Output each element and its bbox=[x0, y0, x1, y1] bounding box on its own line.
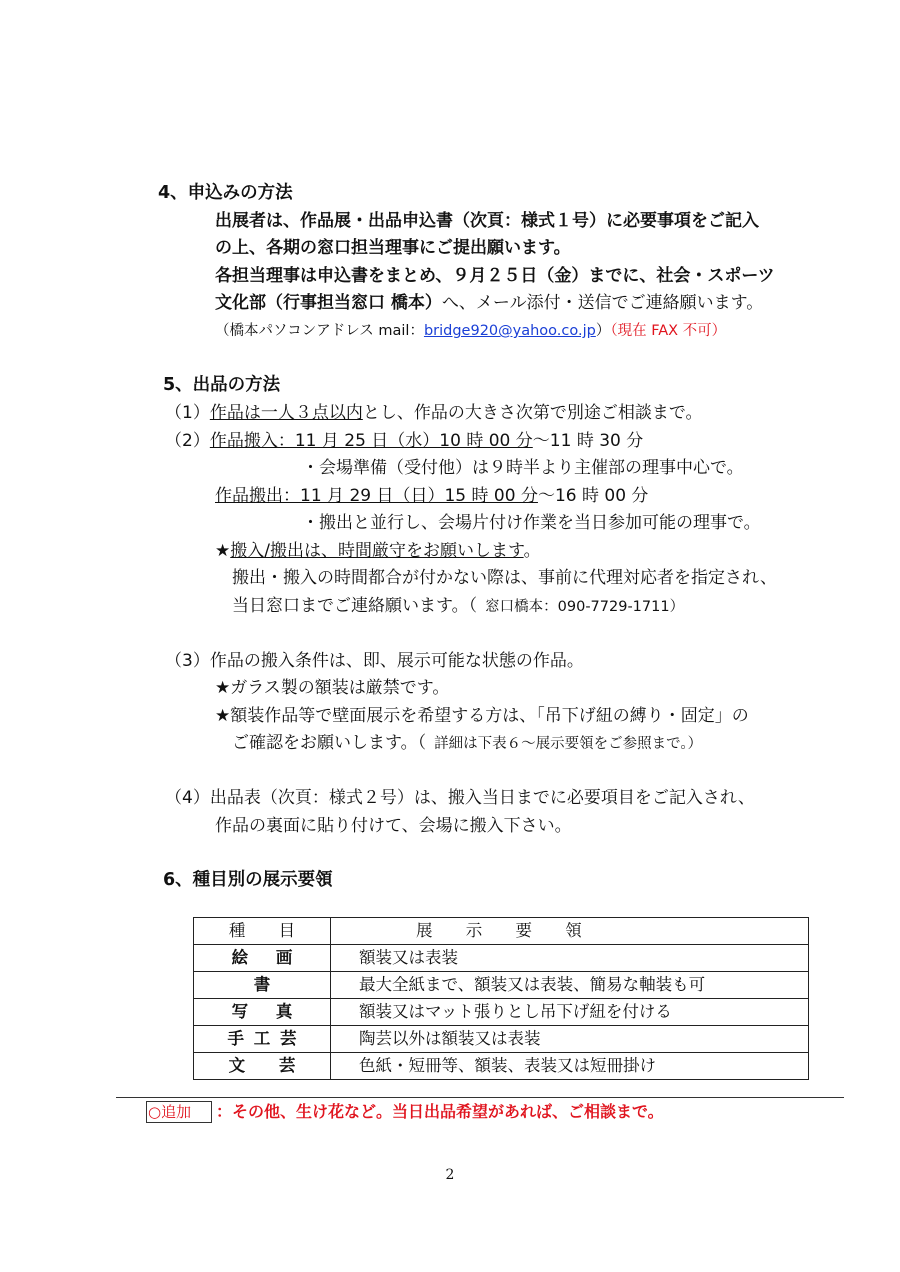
table-row bbox=[194, 972, 809, 999]
punctuality-end: 。 bbox=[523, 541, 541, 561]
table-header-row bbox=[194, 918, 809, 945]
item-2-number: （2） bbox=[165, 431, 210, 451]
email-link[interactable]: bridge920@yahoo.co.jp bbox=[423, 323, 596, 339]
category-cell: 手 工 芸 bbox=[194, 1026, 331, 1053]
section-4-line-1: 出展者は、作品展・出品申込書（次頁：様式１号）に必要事項をご記入 bbox=[215, 211, 759, 231]
proxy-note-line-2 bbox=[232, 595, 684, 618]
mail-prefix: （橋本パソコンアドレス mail： bbox=[215, 323, 424, 339]
carry-in-time: 作品搬入：11 月 25 日（水）10 時 00 分 bbox=[209, 431, 533, 451]
item-1 bbox=[165, 402, 703, 424]
punctuality-text: 搬入/搬出は、時間厳守をお願いします bbox=[230, 541, 524, 561]
table-row bbox=[194, 945, 809, 972]
contact-phone: 窓口橋本：090-7729-1711） bbox=[485, 599, 685, 615]
item-2-carry-in bbox=[165, 430, 643, 452]
wall-display-note-1: ★額装作品等で壁面展示を希望する方は、「吊下げ紐の縛り・固定」の bbox=[215, 706, 749, 726]
punctuality-note bbox=[215, 540, 541, 562]
item-3: （3）作品の搬入条件は、即、展示可能な状態の作品。 bbox=[165, 651, 584, 671]
proxy-note-text: 当日窓口までご連絡願います。（ bbox=[232, 596, 478, 616]
addition-note: ：その他、生け花など。当日出品希望があれば、ご相談まで。 bbox=[216, 1102, 664, 1121]
table-row bbox=[194, 1053, 809, 1080]
carry-in-note: ・会場準備（受付他）は９時半より主催部の理事中心で。 bbox=[302, 458, 744, 478]
table-row bbox=[194, 1026, 809, 1053]
display-requirements-table bbox=[193, 917, 809, 1080]
section-4-line-2: の上、各期の窓口担当理事にご提出願います。 bbox=[215, 238, 571, 258]
section-4-mail-line bbox=[215, 320, 726, 342]
wall-display-ref: 詳細は下表６～展示要領をご参照まで。） bbox=[434, 736, 703, 752]
divider-line bbox=[116, 1097, 844, 1098]
category-cell: 絵 画 bbox=[194, 945, 331, 972]
item-4-line-2: 作品の裏面に貼り付けて、会場に搬入下さい。 bbox=[215, 816, 572, 836]
category-cell: 写 真 bbox=[194, 999, 331, 1026]
wall-display-note-2 bbox=[232, 732, 702, 755]
contact-dept: 文化部（行事担当窓口 橋本） bbox=[215, 293, 442, 313]
item-1-number: （1） bbox=[165, 403, 210, 423]
category-cell: 書 bbox=[194, 972, 331, 999]
carry-out-time: 作品搬出：11 月 29 日（日）15 時 00 分 bbox=[215, 486, 538, 506]
category-cell: 文 芸 bbox=[194, 1053, 331, 1080]
star-mark: ★ bbox=[215, 541, 231, 561]
item-4-line-1: （4）出品表（次頁：様式２号）は、搬入当日までに必要項目をご記入され、 bbox=[165, 788, 755, 808]
header-category: 種 目 bbox=[194, 918, 331, 945]
table-row bbox=[194, 999, 809, 1026]
carry-out-end: ～16 時 00 分 bbox=[537, 486, 649, 506]
section-4-line-4 bbox=[215, 292, 763, 314]
mail-suffix: ） bbox=[595, 323, 611, 339]
requirement-cell: 色紙・短冊等、額装、表装又は短冊掛け bbox=[331, 1053, 809, 1080]
item-2-carry-out bbox=[215, 485, 648, 507]
carry-in-end: ～11 時 30 分 bbox=[532, 431, 644, 451]
fax-note: （現在 FAX 不可） bbox=[610, 323, 727, 339]
page-number: 2 bbox=[445, 1167, 455, 1183]
section-4-heading: 4、申込みの方法 bbox=[158, 183, 293, 203]
requirement-cell: 額装又はマット張りとし吊下げ紐を付ける bbox=[331, 999, 809, 1026]
addition-tag: ○追加 bbox=[146, 1101, 212, 1123]
section-5-heading: 5、出品の方法 bbox=[163, 375, 281, 395]
requirement-cell: 陶芸以外は額装又は表装 bbox=[331, 1026, 809, 1053]
header-requirements: 展 示 要 領 bbox=[331, 918, 809, 945]
wall-display-text: ご確認をお願いします。（ bbox=[232, 733, 427, 753]
glass-frame-note: ★ガラス製の額装は厳禁です。 bbox=[215, 678, 450, 698]
proxy-note-line-1: 搬出・搬入の時間都合が付かない際は、事前に代理対応者を指定され、 bbox=[232, 568, 778, 588]
section-6-heading: 6、種目別の展示要領 bbox=[163, 870, 333, 890]
item-1-limit: 作品は一人３点以内 bbox=[209, 403, 363, 423]
item-1-rest: とし、作品の大きさ次第で別途ご相談まで。 bbox=[362, 403, 703, 423]
requirement-cell: 最大全紙まで、額装又は表装、簡易な軸装も可 bbox=[331, 972, 809, 999]
contact-method: へ、メール添付・送信でご連絡願います。 bbox=[441, 293, 764, 313]
carry-out-note: ・搬出と並行し、会場片付け作業を当日参加可能の理事で。 bbox=[302, 513, 761, 533]
section-4-line-3: 各担当理事は申込書をまとめ、９月２５日（金）までに、社会・スポーツ bbox=[215, 266, 775, 286]
requirement-cell: 額装又は表装 bbox=[331, 945, 809, 972]
